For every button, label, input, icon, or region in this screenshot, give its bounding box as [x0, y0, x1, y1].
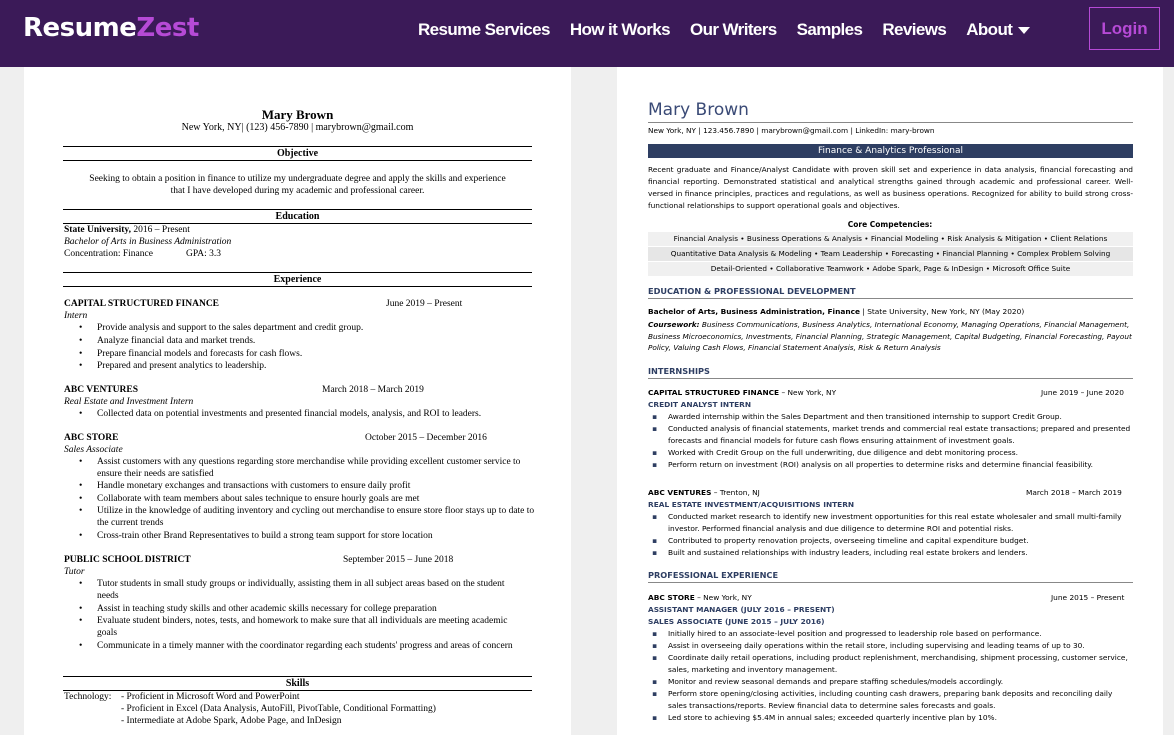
r2-job-location: – New York, NY — [779, 388, 837, 397]
r1-objective-line2: that I have developed during my academic and professional career. — [170, 186, 425, 196]
r2-job-role: CREDIT ANALYST INTERN — [648, 400, 752, 409]
r1-job-company: CAPITAL STRUCTURED FINANCE — [64, 299, 220, 309]
r2-job-header — [648, 387, 836, 398]
r1-bullet: • Utilize in the knowledge of auditing inventory and cycling out merchandise to ensure store floor stays up to date to the current trends — [97, 505, 537, 529]
r2-summary: Recent graduate and Finance/Analyst Candidate with proven skill set and experience in data analysis, financial forecasting and financial reporting. Demonstrated statistical and analytical strengths gained through academic and professional career. Well-versed in finance principles, practices and regulations, as well as business operations. Recognized for ability to build strong cross-functional relationships to support operational goals and objectives. — [648, 165, 1133, 210]
login-button[interactable]: Login — [1089, 7, 1160, 50]
brand-word-zest: Zest — [136, 13, 199, 43]
r1-job-role: Real Estate and Investment Intern — [64, 397, 194, 407]
r1-bullet: • Collaborate with team members about sales technique to ensure hourly goals are met — [97, 493, 527, 505]
r2-name-rule — [648, 122, 1133, 123]
r2-bullet: ▪ Built and sustained relationships with industry leaders, including real estate brokers and lenders. — [668, 547, 1133, 559]
r2-job-company: CAPITAL STRUCTURED FINANCE — [648, 388, 780, 397]
r1-bullet: • Communicate in a timely manner with the coordinator regarding each students' progress and areas of concern — [97, 640, 527, 652]
r1-job-company: ABC VENTURES — [64, 385, 138, 395]
r2-job-dates: June 2015 – Present — [1051, 593, 1125, 602]
r2-job-location: – Trenton, NJ — [711, 488, 760, 497]
r1-objective-heading: Objective — [63, 146, 532, 161]
r1-bullet: • Collected data on potential investments and presented financial models, analysis, and ROI to leaders. — [97, 408, 547, 420]
nav-resume-services[interactable]: Resume Services — [418, 20, 550, 39]
r1-job-role: Sales Associate — [64, 445, 123, 455]
nav-samples[interactable]: Samples — [796, 20, 863, 39]
r2-job-role: ASSISTANT MANAGER (JULY 2016 – PRESENT) — [648, 605, 835, 614]
chevron-down-icon — [1018, 27, 1030, 34]
r1-school-dates: 2016 – Present — [131, 225, 190, 235]
resume-after — [617, 67, 1163, 735]
r2-job-header — [648, 487, 760, 498]
r2-coursework-label: Coursework: — [648, 320, 700, 329]
r1-name: Mary Brown — [261, 107, 334, 122]
r2-degree-title: Bachelor of Arts, Business Administration, Finance — [648, 307, 860, 316]
r2-bullet: ▪ Assist in overseeing daily operations within the retail store, including supervising and leading teams of up to 30. — [668, 640, 1133, 652]
r1-job-company: PUBLIC SCHOOL DISTRICT — [64, 555, 191, 565]
r2-education-heading: EDUCATION & PROFESSIONAL DEVELOPMENT — [648, 286, 1133, 299]
r1-job-company: ABC STORE — [64, 433, 119, 443]
r1-job-dates: September 2015 – June 2018 — [343, 555, 454, 565]
r1-concentration: Concentration: Finance — [64, 249, 153, 259]
r1-job-role: Intern — [64, 311, 88, 321]
nav-links — [418, 20, 1050, 40]
r2-job-role: REAL ESTATE INVESTMENT/ACQUISITIONS INTERN — [648, 500, 855, 509]
r2-bullet: ▪ Awarded internship within the Sales Department and then transitioned internship to support Credit Group. — [668, 411, 1133, 423]
r2-bullet: ▪ Contributed to property renovation projects, overseeing timeline and capital expenditure budget. — [668, 535, 1133, 547]
r2-core-line: Financial Analysis • Business Operations & Analysis • Financial Modeling • Risk Analysis & Mitigation • Client Relations — [648, 232, 1133, 246]
r2-job-location: – New York, NY — [694, 593, 752, 602]
r2-coursework — [648, 319, 1133, 354]
r2-professional-heading: PROFESSIONAL EXPERIENCE — [648, 570, 1133, 583]
r2-core-line: Detail-Oriented • Collaborative Teamwork • Adobe Spark, Page & InDesign • Microsoft Office Suite — [648, 262, 1133, 276]
r2-name: Mary Brown — [648, 100, 749, 120]
top-navbar — [0, 0, 1174, 67]
r2-bullet: ▪ Perform store opening/closing activities, including counting cash drawers, preparing bank deposits and reconciling daily sales transactions/reports. Review financial data to determine sales forecasts and goals. — [668, 688, 1133, 712]
r2-contact: New York, NY | 123.456.7890 | marybrown@gmail.com | LinkedIn: mary-brown — [648, 126, 935, 135]
r2-coursework-list: Business Communications, Business Analytics, International Economy, Managing Operations, Financial Management, Business Microeconomics, Investments, Financial Planning, Strategic Management, Capital Budgeting, Financial Forecasting, Payout Policy, Valuing Cash Flows, Financial Statement Analysis, Risk & Return Analysis — [648, 320, 1132, 352]
r2-internships-heading: INTERNSHIPS — [648, 366, 1133, 379]
r2-bullet: ▪ Worked with Credit Group on the full underwriting, due diligence and debt monitoring process. — [668, 447, 1133, 459]
r2-job-header — [648, 592, 752, 603]
r1-bullet: • Prepare financial models and forecasts for cash flows. — [97, 348, 537, 360]
nav-reviews[interactable]: Reviews — [882, 20, 947, 39]
r1-bullet: • Evaluate student binders, notes, tests, and homework to make sure that all individuals are meeting academic goals — [97, 615, 517, 639]
r2-job-dates: March 2018 – March 2019 — [1026, 488, 1122, 497]
r1-job-dates: October 2015 – December 2016 — [365, 433, 487, 443]
r1-job-role: Tutor — [64, 567, 85, 577]
r2-bullet: ▪ Perform return on investment (ROI) analysis on all properties to determine risks and determine financial feasibility. — [668, 459, 1133, 471]
r2-bullet: ▪ Led store to achieving $5.4M in annual sales; exceeded quarterly incentive plan by 10%. — [668, 712, 1133, 724]
r1-job-dates: March 2018 – March 2019 — [322, 385, 424, 395]
r1-bullet: • Tutor students in small study groups or individually, assisting them in all subject areas based on the student needs — [97, 578, 517, 602]
r2-bullet: ▪ Initially hired to an associate-level position and progressed to leadership role based on performance. — [668, 628, 1133, 640]
nav-how-it-works[interactable]: How it Works — [569, 20, 670, 39]
r1-job-dates: June 2019 – Present — [386, 299, 463, 309]
r2-job-company: ABC STORE — [648, 593, 695, 602]
brand-logo[interactable] — [23, 13, 199, 43]
r1-bullet: • Handle monetary exchanges and transactions with customers to ensure daily profit — [97, 480, 527, 492]
r1-contact: New York, NY| (123) 456-7890 | marybrown@gmail.com — [181, 122, 414, 133]
r2-banner: Finance & Analytics Professional — [648, 144, 1133, 158]
r1-objective-line1: Seeking to obtain a position in finance to utilize my undergraduate degree and apply the skills and experience — [89, 174, 506, 184]
r1-skills-heading: Skills — [63, 676, 532, 691]
r1-bullet: • Provide analysis and support to the sales department and credit group. — [97, 322, 537, 334]
r1-education-heading: Education — [63, 209, 532, 224]
brand-word-resume: Resume — [23, 13, 137, 43]
r1-bullet: • Cross-train other Brand Representatives to build a strong team support for store location — [97, 530, 537, 542]
r1-skill: - Intermediate at Adobe Spark, Adobe Page, and InDesign — [121, 716, 342, 726]
r1-skills-label: Technology: — [64, 692, 112, 702]
r1-bullet: • Assist in teaching study skills and other academic skills necessary for college preparation — [97, 603, 527, 615]
r1-skill: - Proficient in Microsoft Word and PowerPoint — [121, 692, 300, 702]
r2-job-dates: June 2019 – June 2020 — [1041, 388, 1124, 397]
r1-skill: - Proficient in Excel (Data Analysis, AutoFill, PivotTable, Conditional Formatting) — [121, 704, 436, 714]
r2-bullet: ▪ Coordinate daily retail operations, including product replenishment, merchandising, shipment processing, customer service, sales, marketing and inventory management. — [668, 652, 1133, 676]
r2-bullet: ▪ Monitor and review seasonal demands and prepare staffing schedules/models accordingly. — [668, 676, 1133, 688]
resume-before — [24, 67, 571, 735]
r2-bullet: ▪ Conducted analysis of financial statements, market trends and commercial real estate transactions; prepared and presented forecasts and financial models for future cash flows ensuring attainment of investment goals. — [668, 423, 1133, 447]
nav-our-writers[interactable]: Our Writers — [690, 20, 777, 39]
nav-about[interactable] — [966, 20, 1030, 40]
r2-job-company: ABC VENTURES — [648, 488, 712, 497]
r2-core-title: Core Competencies: — [847, 220, 933, 229]
r1-bullet: • Analyze financial data and market trends. — [97, 335, 537, 347]
r1-school-name: State University, — [64, 225, 132, 235]
r1-bullet: • Prepared and present analytics to leadership. — [97, 360, 537, 372]
r2-degree-school: | State University, New York, NY (May 2020) — [860, 307, 1025, 316]
r2-job-role: SALES ASSOCIATE (JUNE 2015 – JULY 2016) — [648, 617, 825, 626]
r1-bullet: • Assist customers with any questions regarding store merchandise while providing excellent customer service to ensure their needs are satisfied — [97, 456, 527, 480]
nav-about-label: About — [966, 20, 1013, 39]
r2-degree — [648, 306, 1024, 317]
r1-experience-heading: Experience — [63, 272, 532, 287]
r1-gpa: GPA: 3.3 — [186, 249, 222, 259]
r1-school — [64, 224, 190, 236]
r2-core-line: Quantitative Data Analysis & Modeling • Team Leadership • Forecasting • Financial Planning • Complex Problem Solving — [648, 247, 1133, 261]
r2-bullet: ▪ Conducted market research to identify new investment opportunities for this real estate wholesaler and small multi-family investor. Performed financial analysis and due diligence to determine ROI and potential risks. — [668, 511, 1133, 535]
r1-degree: Bachelor of Arts in Business Administration — [64, 237, 232, 247]
